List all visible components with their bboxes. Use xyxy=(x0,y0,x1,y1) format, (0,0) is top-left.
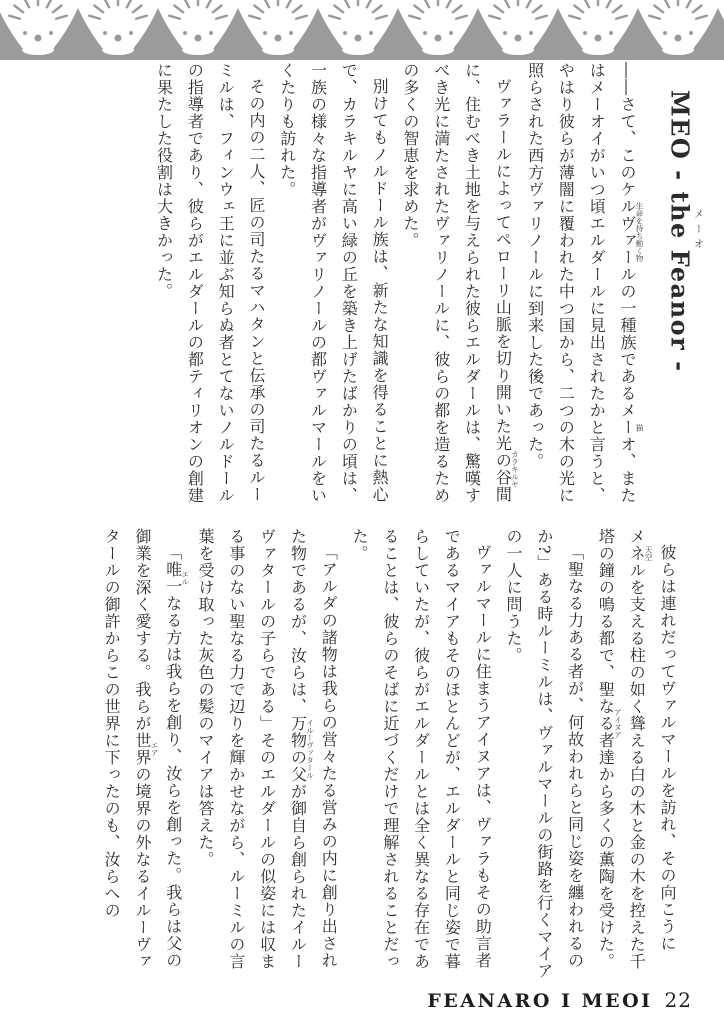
paragraph-2: 「聖なる力ある者が、何故われらと同じ姿を纏われるのか?」ある時ルーミルは、ヴァルマールの街路を行くマイアの一人に問うた。 xyxy=(504,528,585,980)
text-section-bottom xyxy=(40,528,682,980)
ruby-annotation: メーオ猫 xyxy=(618,402,644,453)
ruby-annotation: 世界エア xyxy=(132,732,159,766)
ruby-annotation: ケルヴァール生命を持ち動く物 xyxy=(618,181,644,283)
paragraph-2: ヴァラールによってペローリ山脈を切り開いた光の谷間カラキルヤに、住むべき土地を与えられた彼らエルダールは、驚嘆すべき光に満たされたヴァリノールに、彼らの都を造るための多くの智恵を求めた。 xyxy=(400,62,520,504)
title-ruby xyxy=(665,90,703,373)
title-text: MEO - the Feanor - xyxy=(665,90,695,373)
ruby-annotation: 聖なる者達アイヌア xyxy=(596,681,623,766)
ruby-annotation: メネル天空 xyxy=(627,528,654,579)
footer-book-title: FEANARO I MEOI xyxy=(427,990,653,1012)
page-title xyxy=(658,62,703,508)
lace-border-pattern xyxy=(0,0,724,60)
ruby-annotation: 唯一エル xyxy=(163,561,190,595)
ruby-annotation: 万物の父イルーヴァタール xyxy=(288,715,315,783)
paragraph-3: ヴァルマールに住まうアイヌアは、ヴァラもその助言者であるマイアもそのほとんどが、エルダールと同じ姿で暮らしていたが、彼らがエルダールとは全く異なる存在であることは、彼らのそばに近づくだけで理解されることだった。 xyxy=(350,528,493,970)
ruby-annotation: 光の谷間カラキルヤ xyxy=(493,435,520,503)
title-furigana: メーオ xyxy=(691,90,703,373)
paragraph-3: 別けてもノルドール族は、新たな知識を得ることに熱心で、カラキルヤに高い緑の丘を築き上げたばかりの頃は、一族の様々な指導者がヴァリノールの都ヴァルマールをいくたりも訪れた。 xyxy=(277,62,390,504)
footer-page-number: 22 xyxy=(664,988,692,1012)
paragraph-4: 「アルダの諸物は我らの営々たる営みの内に創り出された物であるが、汝らは、万物の父イルーヴァタールが御自ら創られたイルーヴァタールの子らである」そのエルダールの似姿には収まる事のない聖なる力で辺りを輝かせながら、ルーミルの言葉を受け取った灰色の髪のマイアは答えた。 xyxy=(196,528,339,970)
paragraph-4: その内の二人、匠の司たるマハタンと伝承の司たるルーミルは、フィンウェ王に並ぶ知らぬ者とてないノルドールの指導者であり、彼らがエルダールの都ティリオンの創建に果たした役割は大きかった。 xyxy=(154,62,266,504)
paragraph-1: ――さて、このケルヴァール生命を持ち動く物の一種族であるメーオ猫、またはメーオイがいつ頃エルダールに見出されたかと言うと、やはり彼らが薄闇に覆われた中つ国から、二つの木の光に照らされた西方ヴァリノールに到来した後であった。 xyxy=(525,62,644,504)
paragraph-1: 彼らは連れだってヴァルマールを訪れ、その向こうにメネル天空を支える柱の如く聳える白の木と金の木を控えた千塔の鐘の鳴る都で、聖なる者達アイヌアから多くの薫陶を受けた。 xyxy=(596,528,677,970)
text-section-top xyxy=(40,62,702,508)
lace-border-ornament xyxy=(0,0,724,60)
paragraph-5: 「唯一エルなる方は我らを創り、汝らを創った。我らは父の御業を深く愛する。我らが世界エアの境界の外なるイルーヴァタールの御許からこの世界に下ったのも、汝らへの xyxy=(102,528,190,970)
page-footer xyxy=(427,988,692,1012)
